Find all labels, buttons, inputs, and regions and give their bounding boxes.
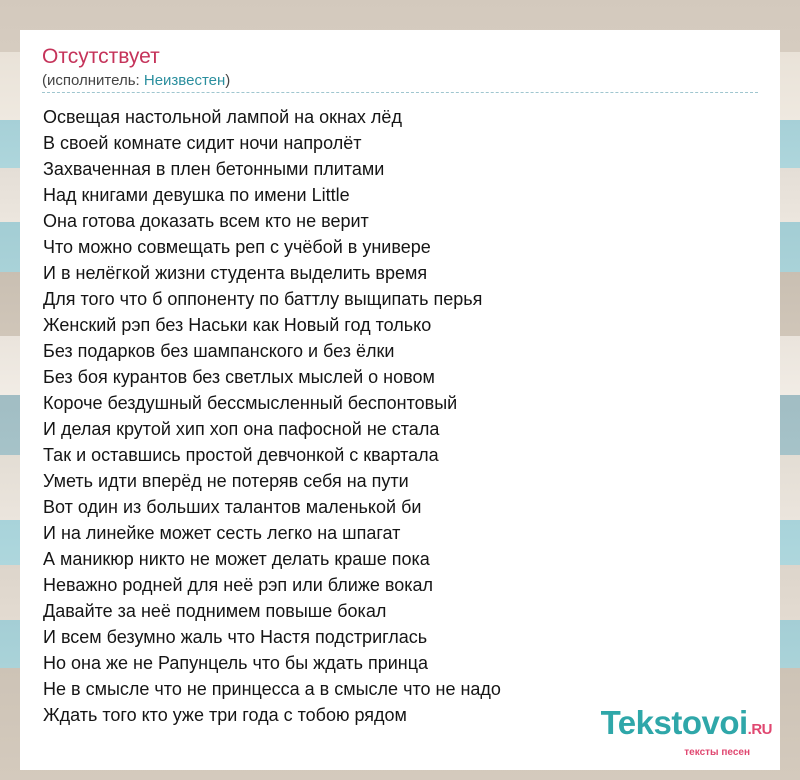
site-logo[interactable] bbox=[562, 706, 772, 758]
lyric-line: Она готова доказать всем кто не верит bbox=[43, 211, 369, 231]
lyrics-card bbox=[20, 30, 780, 770]
lyric-line: И делая крутой хип хоп она пафосной не стала bbox=[43, 419, 440, 439]
lyric-line: Без боя курантов без светлых мыслей о новом bbox=[43, 367, 435, 387]
lyric-line: Над книгами девушка по имени Little bbox=[43, 185, 350, 205]
lyric-line: Для того что б оппоненту по баттлу выщипать перья bbox=[43, 289, 483, 309]
lyric-line: В своей комнате сидит ночи напролёт bbox=[43, 133, 362, 153]
lyric-line: Но она же не Рапунцель что бы ждать принца bbox=[43, 653, 429, 673]
artist-line bbox=[42, 72, 230, 90]
lyric-line: И в нелёгкой жизни студента выделить время bbox=[43, 263, 428, 283]
lyric-line: Что можно совмещать реп с учёбой в универе bbox=[43, 237, 431, 257]
song-header bbox=[42, 44, 758, 93]
lyric-line: Освещая настольной лампой на окнах лёд bbox=[43, 107, 402, 127]
lyric-line: И всем безумно жаль что Настя подстриглась bbox=[43, 627, 428, 647]
lyric-line: Неважно родней для неё рэп или ближе вокал bbox=[43, 575, 434, 595]
lyric-line: Так и оставшись простой девчонкой с квартала bbox=[43, 445, 439, 465]
artist-prefix: (исполнитель: bbox=[42, 72, 144, 89]
song-title: Отсутствует bbox=[42, 45, 160, 68]
lyric-line: Давайте за неё поднимем повыше бокал bbox=[43, 601, 387, 621]
lyric-line: Уметь идти вперёд не потеряв себя на пути bbox=[43, 471, 409, 491]
lyric-line: Не в смысле что не принцесса а в смысле что не надо bbox=[43, 679, 501, 699]
lyric-line: И на линейке может сесть легко на шпагат bbox=[43, 523, 401, 543]
lyric-line: Короче бездушный бессмысленный беспонтовый bbox=[43, 393, 458, 413]
lyric-line: А маникюр никто не может делать краше пока bbox=[43, 549, 430, 569]
logo-name: Tekstovoi bbox=[600, 704, 748, 741]
logo-tagline: тексты песен bbox=[684, 747, 750, 758]
logo-tld: .RU bbox=[747, 721, 772, 738]
lyric-line: Ждать того кто уже три года с тобою рядом bbox=[43, 705, 407, 725]
logo-wordmark bbox=[562, 706, 772, 747]
lyric-line: Женский рэп без Наськи как Новый год только bbox=[43, 315, 432, 335]
lyric-line: Захваченная в плен бетонными плитами bbox=[43, 159, 385, 179]
lyric-line: Без подарков без шампанского и без ёлки bbox=[43, 341, 395, 361]
lyric-line: Вот один из больших талантов маленькой би bbox=[43, 497, 422, 517]
lyrics-text bbox=[43, 104, 501, 728]
artist-link[interactable]: Неизвестен bbox=[143, 72, 226, 89]
artist-suffix: ) bbox=[225, 72, 231, 89]
